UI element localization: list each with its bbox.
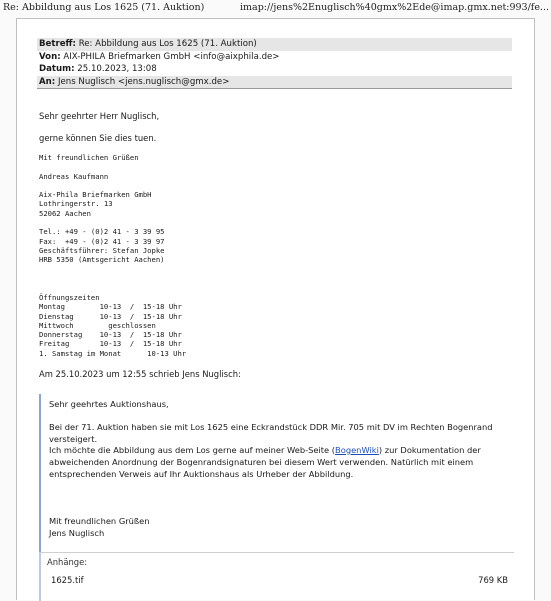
quoted-message [39, 394, 509, 554]
email-header-block [37, 38, 512, 89]
quote-para2-text: Ich möchte die Abbildung aus dem Los gerne auf meiner Web-Seite ( [49, 445, 336, 455]
header-from [37, 51, 512, 64]
quote-para2-rest: ) zur Dokumentation der abweichenden Anordnung der Bogenrandsignaturen bei diesem Wert verwenden. Natürlich mit einem entsprechenden Verweis auf Ihr Auktionshaus als Urheber der Abbildung. [49, 445, 481, 479]
header-date [37, 63, 512, 76]
header-to-key: An: [39, 76, 56, 87]
attachment-file-name[interactable]: 1625.tif [51, 575, 84, 585]
header-from-value[interactable]: AIX-PHILA Briefmarken GmbH <info@aixphila.de> [63, 51, 280, 62]
quote-paragraph-1: Bei der 71. Auktion haben sie mit Los 1625 eine Eckrandstück DDR Mir. 705 mit DV im Rechten Bogenrand versteigert. [49, 422, 493, 444]
header-subject-value: Re: Abbildung aus Los 1625 (71. Auktion) [78, 39, 257, 49]
bogenwiki-link[interactable]: BogenWiki [335, 445, 379, 455]
attachments-label: Anhänge: [47, 557, 88, 567]
header-date-key: Datum: [39, 64, 75, 74]
quote-closing: Mit freundlichen Grüßen [49, 516, 150, 526]
attachment-file-size: 769 KB [478, 575, 508, 585]
quote-paragraph-2 [49, 444, 504, 480]
header-subject-key: Betreff: [39, 39, 76, 49]
print-header [0, 0, 551, 16]
body-greeting: Sehr geehrter Herr Nuglisch, [39, 111, 160, 121]
email-page [16, 18, 535, 600]
attachments-section [39, 552, 514, 601]
print-header-url: imap://jens%2Enuglisch%40gmx%2Ede@imap.gmx.net:993/fe... [239, 2, 549, 13]
header-from-key: Von: [39, 51, 61, 62]
opening-hours-block: Öffnungszeiten Montag 10-13 / 15-18 Uhr Dienstag 10-13 / 15-18 Uhr Mittwoch geschlossen Donnerstag 10-13 / 15-18 Uhr Freitag 10-13 / 15-18 Uhr 1. Samstag im Monat 10-13 Uhr [39, 293, 187, 358]
header-date-value: 25.10.2023, 13:08 [77, 64, 157, 74]
header-to [37, 76, 512, 90]
quote-intro: Am 25.10.2023 um 12:55 schrieb Jens Nuglisch: [39, 369, 241, 379]
print-header-title: Re: Abbildung aus Los 1625 (71. Auktion) [3, 2, 205, 13]
signature-block: Mit freundlichen Grüßen Andreas Kaufmann Aix-Phila Briefmarken GmbH Lothringerstr. 13 52062 Aachen Tel.: +49 - (0)2 41 - 3 39 95 Fax: +49 - (0)2 41 - 3 39 97 Geschäftsführer: Stefan Jopke HRB 5350 (Amtsgericht Aachen) [39, 153, 165, 265]
header-subject [37, 38, 512, 51]
quote-greeting: Sehr geehrtes Auktionshaus, [49, 399, 169, 409]
header-to-value[interactable]: Jens Nuglisch <jens.nuglisch@gmx.de> [57, 76, 230, 87]
body-line: gerne können Sie dies tuen. [39, 133, 157, 143]
quote-name: Jens Nuglisch [49, 528, 105, 538]
